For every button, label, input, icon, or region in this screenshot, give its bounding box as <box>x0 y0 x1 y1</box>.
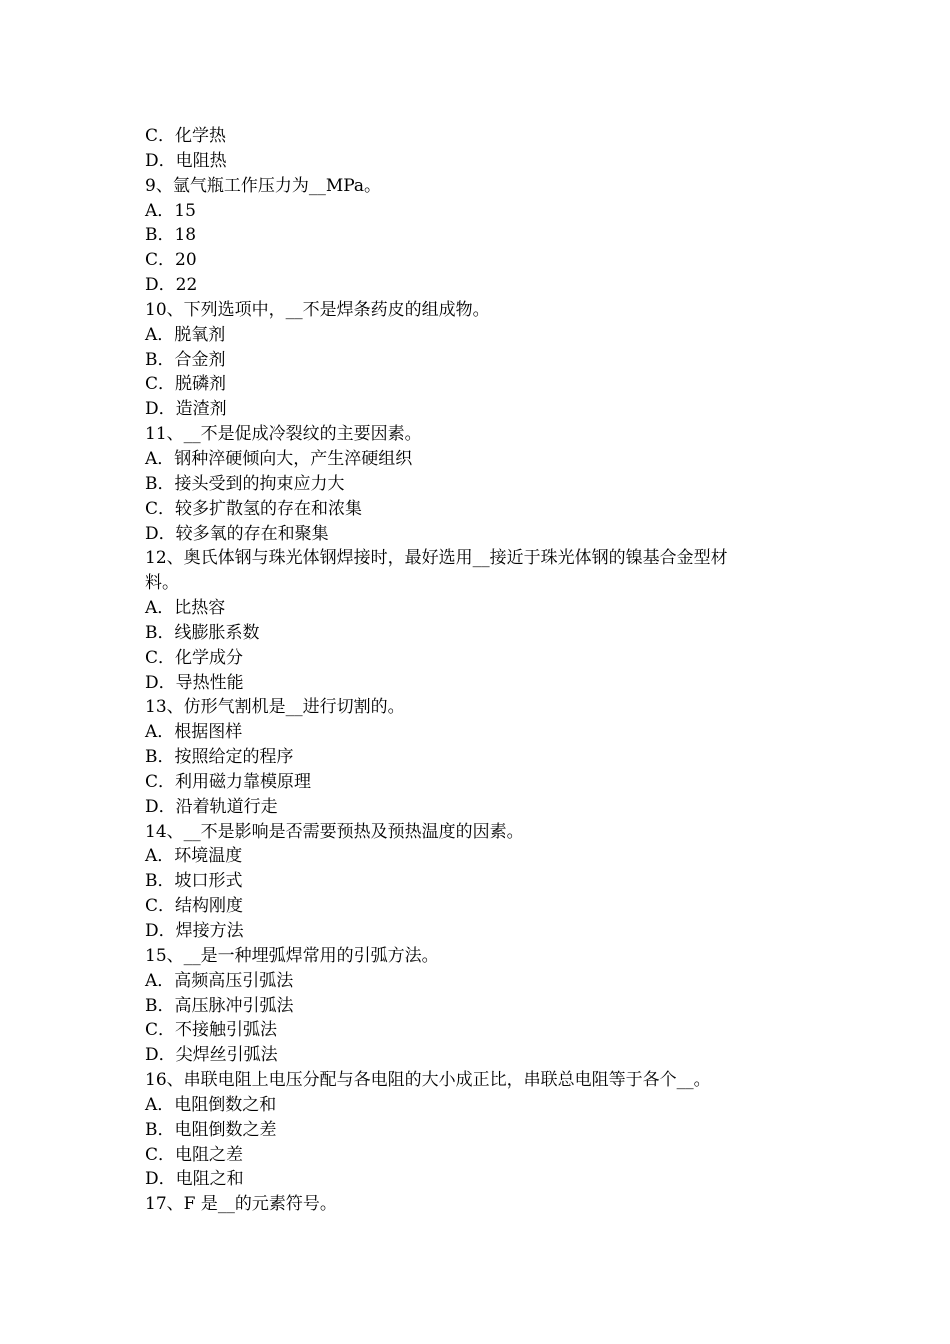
document-body <box>145 124 810 1217</box>
answer-option: A．电阻倒数之和 <box>145 1094 277 1115</box>
answer-option: A．钢种淬硬倾向大，产生淬硬组织 <box>145 448 413 469</box>
answer-option: C．利用磁力靠模原理 <box>145 771 312 792</box>
answer-option: B．线膨胀系数 <box>145 622 260 643</box>
question-text: 11、__不是促成冷裂纹的主要因素。 <box>145 424 422 445</box>
question-text: 13、仿形气割机是__进行切割的。 <box>145 697 405 718</box>
answer-option: D．电阻之和 <box>145 1169 244 1190</box>
answer-option: D．导热性能 <box>145 672 244 693</box>
answer-option: A．高频高压引弧法 <box>145 970 294 991</box>
answer-option: B．高压脉冲引弧法 <box>145 995 294 1016</box>
answer-option: C．化学热 <box>145 126 227 146</box>
answer-option: C．电阻之差 <box>145 1144 244 1165</box>
answer-option: D．22 <box>145 275 198 296</box>
answer-option: D．焊接方法 <box>145 921 244 941</box>
answer-option: D．较多氧的存在和聚集 <box>145 523 329 544</box>
answer-option: B．18 <box>145 225 197 246</box>
question-text: 料。 <box>145 573 179 594</box>
question-text: 14、__不是影响是否需要预热及预热温度的因素。 <box>145 821 524 842</box>
question-text: 10、下列选项中，__不是焊条药皮的组成物。 <box>145 299 490 320</box>
answer-option: A．环境温度 <box>145 846 243 867</box>
answer-option: D．电阻热 <box>145 150 227 171</box>
answer-option: C．20 <box>145 250 197 271</box>
answer-option: B．电阻倒数之差 <box>145 1119 277 1140</box>
answer-option: C．不接触引弧法 <box>145 1020 278 1041</box>
answer-option: C．较多扩散氢的存在和浓集 <box>145 498 363 519</box>
question-text: 17、F 是__的元素符号。 <box>145 1194 337 1215</box>
answer-option: D．尖焊丝引弧法 <box>145 1045 278 1066</box>
answer-option: B．合金剂 <box>145 349 226 370</box>
answer-option: A．15 <box>145 200 196 221</box>
answer-option: A．根据图样 <box>145 722 243 743</box>
question-text: 12、奥氏体钢与珠光体钢焊接时，最好选用__接近于珠光体钢的镍基合金型材 <box>145 548 728 569</box>
answer-option: C．脱磷剂 <box>145 374 227 395</box>
answer-option: C．结构刚度 <box>145 896 244 917</box>
answer-option: B．接头受到的拘束应力大 <box>145 473 345 494</box>
answer-option: B．按照给定的程序 <box>145 747 294 768</box>
answer-option: D．造渣剂 <box>145 399 227 420</box>
question-text: 16、串联电阻上电压分配与各电阻的大小成正比，串联总电阻等于各个__。 <box>145 1070 711 1091</box>
answer-option: A．脱氧剂 <box>145 324 226 345</box>
answer-option: B．坡口形式 <box>145 871 243 892</box>
answer-option: C．化学成分 <box>145 647 244 668</box>
question-text: 9、氩气瓶工作压力为__MPa。 <box>145 175 382 196</box>
question-text: 15、__是一种埋弧焊常用的引弧方法。 <box>145 945 439 966</box>
answer-option: D．沿着轨道行走 <box>145 796 278 817</box>
answer-option: A．比热容 <box>145 598 226 619</box>
